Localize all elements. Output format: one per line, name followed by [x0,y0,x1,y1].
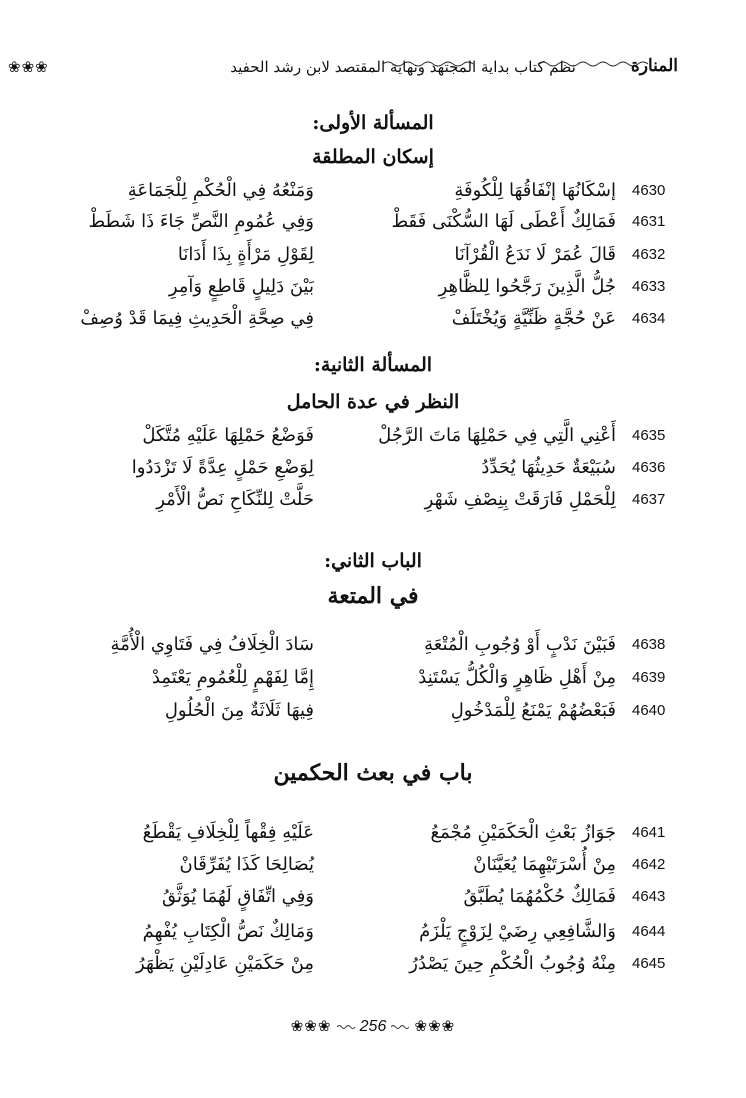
verse-number: 4639 [632,669,666,686]
verse-second-hemistich: عَلَيْهِ فِقْهاً لِلْخِلَافِ يَقْطَعُ [142,822,314,843]
verse-first-hemistich: فَبَعْضُهُمْ يَمْنَعُ لِلْمَدْخُولِ [450,700,616,721]
verse-row [0,700,746,730]
verse-first-hemistich: إسْكَانُهَا إنْفَاقُهَا لِلْكُوفَةِ [454,180,616,201]
verse-second-hemistich: لِوَضْعِ حَمْلٍ عِدَّةً لَا تَزْدَدُوا [131,457,314,478]
verse-number: 4645 [632,955,666,972]
verse-number: 4636 [632,459,666,476]
verse-first-hemistich: جَوَازُ بَعْثِ الْحَكَمَيْنِ مُجْمَعُ [430,822,616,843]
verse-second-hemistich: وَفِي عُمُومِ النَّصِّ جَاءَ ذَا شَطَطْ [88,211,314,232]
verse-second-hemistich: بَيْنَ دَلِيلٍ قَاطِعٍ وَآمِرِ [168,276,314,297]
verse-number: 4632 [632,246,666,263]
verse-first-hemistich: قَالَ عُمَرْ لَا نَدَعُ الْقُرْآنَا [454,244,616,265]
verse-second-hemistich: فِي صِحَّةِ الْحَدِيثِ فِيمَا قَدْ وُصِفْ [80,308,314,329]
verse-number: 4635 [632,427,666,444]
verse-second-hemistich: وَمَالِكٌ نَصُّ الْكِتَابِ يُفْهِمُ [142,921,314,942]
verse-row [0,180,746,210]
verse-number: 4644 [632,923,666,940]
verse-row [0,667,746,697]
verse-first-hemistich: فَبَيْنَ نَدْبٍ أَوْ وُجُوبِ الْمُتْعَةِ [424,634,616,655]
verse-number: 4643 [632,888,666,905]
verse-second-hemistich: يُصَالِحَا كَذَا يُفَرِّقَانْ [179,854,314,875]
verse-row [0,308,746,338]
verse-second-hemistich: مِنْ حَكَمَيْنِ عَادِلَيْنِ يَظْهَرُ [136,953,314,974]
verse-first-hemistich: فَمَالِكٌ حُكْمُهُمَا يُطَبَّقُ [463,886,616,907]
verse-row [0,276,746,306]
footer-ornament: ❀❀❀ [290,1017,332,1035]
verse-row [0,425,746,455]
chapter-heading: الباب الثاني: [324,550,422,572]
work-title: نظم كتاب بداية المجتهد ونهاية المقتصد لابن رشد الحفيد [230,58,576,76]
footer-wavy-rule [391,1021,409,1031]
footer-wavy-rule [337,1021,355,1031]
chapter-heading: باب في بعث الحكمين [273,760,473,786]
verse-second-hemistich: فِيهَا ثَلَاثَةٌ مِنَ الْحُلُولِ [164,700,314,721]
verse-number: 4637 [632,491,666,508]
verse-second-hemistich: إِمَّا لِفَهْمٍ لِلْعُمُومِ يَعْتَمِدْ [151,667,314,688]
issue-heading: المسألة الثانية: [313,354,433,376]
issue-subheading: النظر في عدة الحامل [286,391,460,413]
verse-number: 4638 [632,636,666,653]
verse-number: 4640 [632,702,666,719]
verse-number: 4634 [632,310,666,327]
footer-ornament: ❀❀❀ [414,1017,456,1035]
header-ornament: ❀❀❀ [8,58,49,76]
verse-row [0,822,746,852]
verse-first-hemistich: أَعْنِي الَّتِي فِي حَمْلِهَا مَاتَ الرَّجُلْ [378,425,616,446]
verse-second-hemistich: لِقَوْلِ مَرْأَةٍ بِذَا أَدَانَا [177,244,314,265]
verse-number: 4642 [632,856,666,873]
verse-number: 4633 [632,278,666,295]
verse-first-hemistich: سُبَيْعَةٌ حَدِيثُهَا يُحَدِّدُ [481,457,616,478]
page-number: 256 [359,1018,387,1035]
issue-heading: المسألة الأولى: [312,112,434,134]
verse-first-hemistich: وَالشَّافِعِي رِضَيْ لِزَوْجٍ يَلْزَمُ [419,921,616,942]
verse-second-hemistich: وَفِي اتِّفَاقٍ لَهُمَا يُوَثَّقُ [161,886,314,907]
verse-first-hemistich: مِنْ أَهْلِ ظَاهِرٍ وَالْكُلُّ يَسْتَنِدْ [418,667,616,688]
verse-number: 4630 [632,182,666,199]
verse-row [0,886,746,916]
verse-second-hemistich: حَلَّتْ لِلنِّكَاحِ نَصُّ الْأَمْرِ [156,489,314,510]
running-header [0,52,746,88]
issue-subheading: إسكان المطلقة [312,146,434,168]
verse-first-hemistich: مِنْهُ وُجُوبُ الْحُكْمِ حِينَ يَصْدُرُ [409,953,616,974]
page-footer [0,1016,746,1046]
chapter-subheading: في المتعة [327,583,419,609]
verse-row [0,211,746,241]
verse-second-hemistich: سَادَ الْخِلَافُ فِي فَتَاوِي الْأُمَّةِ [110,634,314,655]
verse-first-hemistich: لِلْحَمْلِ فَارَقَتْ بِنِصْفِ شَهْرِ [424,489,616,510]
verse-first-hemistich: مِنْ أُسْرَتَيْهِمَا يُعَيَّنَانْ [473,854,616,875]
verse-first-hemistich: جُلُّ الَّذِينَ رَجَّحُوا لِلظَّاهِرِ [438,276,616,297]
verse-row [0,457,746,487]
verse-row [0,953,746,983]
verse-number: 4641 [632,824,666,841]
verse-row [0,489,746,519]
verse-first-hemistich: عَنْ حُجَّةٍ ظَنِّيَّةٍ وَيُخْتَلَفْ [451,308,616,329]
verse-second-hemistich: فَوَضْعُ حَمْلِهَا عَلَيْهِ مُتَّكَلْ [142,425,314,446]
verse-second-hemistich: وَمَنْعُهُ فِي الْحُكْمِ لِلْجَمَاعَةِ [127,180,314,201]
verse-row [0,921,746,951]
verse-row [0,244,746,274]
section-title: المنارة [630,56,678,76]
verse-first-hemistich: فَمَالِكٌ أَعْطَى لَهَا السُّكْنَى فَقَطْ [391,211,616,232]
verse-row [0,634,746,664]
verse-number: 4631 [632,213,666,230]
verse-row [0,854,746,884]
